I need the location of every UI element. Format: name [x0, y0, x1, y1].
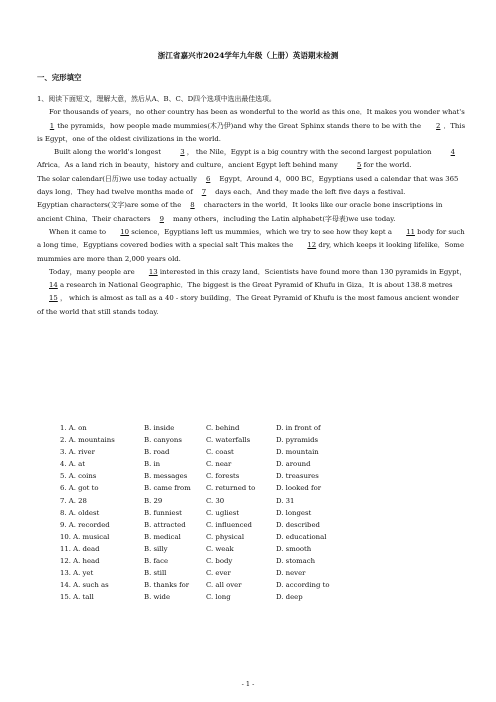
paragraph-3 [37, 173, 467, 200]
option-choice: 2. A. mountains [60, 436, 115, 445]
passage-text: interested in this crazy land．Scientists have found more than 130 pyramids in Egypt， [157, 267, 467, 276]
passage-text: When it came to [49, 227, 109, 236]
paragraph-6 [37, 266, 467, 319]
option-choice: D. 31 [276, 496, 295, 505]
passage-text: science，Egyptians left us mummies，which we try to see how they kept a [129, 227, 395, 236]
option-row [60, 567, 356, 579]
option-choice: C. long [206, 593, 231, 602]
option-choice: D. stomach [276, 557, 316, 566]
option-row [60, 579, 356, 591]
passage-text: The solar calendar(日历)we use today actually [37, 174, 200, 183]
option-choice: C. body [206, 557, 233, 566]
paragraph-2 [37, 146, 467, 173]
instruction: 1、阅读下面短文，理解大意，然后从A、B、C、D四个选项中选出最佳选项。 [37, 95, 276, 103]
passage-text: dry, which keeps it looking lifelike．Some mummies are more than 2,000 years old. [37, 241, 465, 263]
option-choice: B. medical [144, 532, 181, 541]
option-choice: B. inside [144, 424, 175, 432]
option-choice: B. thanks for [144, 581, 190, 590]
option-choice: D. around [276, 460, 311, 469]
option-choice: B. canyons [144, 436, 182, 445]
option-row [60, 555, 356, 567]
option-choice: C. all over [206, 581, 242, 590]
passage-text: characters in the world．It looks like our oracle bone inscriptions in ancient China．Their characters [37, 201, 443, 223]
option-choice: C. ever [206, 569, 231, 578]
blank-5: 5 [357, 161, 362, 170]
option-choice: B. road [144, 448, 170, 457]
blank-4: 4 [450, 148, 456, 157]
option-choice: D. smooth [276, 544, 312, 553]
passage-text: for the world. [361, 161, 412, 170]
blank-13: 13 [148, 267, 158, 276]
blank-15: 15 [49, 294, 58, 303]
passage-text: Africa．As a land rich in beauty，history and culture，ancient Egypt left behind many [37, 161, 341, 170]
passage-text: a research in National Geographic．The biggest is the Great Pyramid of Khufu in Giza．It is about 138.8 metres [57, 281, 453, 290]
option-choice: B. wide [144, 593, 171, 602]
passage [37, 93, 467, 319]
passage-text: ， the Nile，Egypt is a big country with the second largest population [184, 148, 434, 157]
option-choice: 1. A. on [60, 424, 87, 432]
section-heading: 一、完形填空 [37, 73, 82, 82]
blank-6: 6 [205, 174, 211, 183]
options-table [60, 422, 356, 603]
blank-11: 11 [406, 227, 415, 236]
option-choice: B. still [144, 569, 167, 578]
option-choice: 15. A. tall [60, 593, 94, 602]
option-row [60, 422, 356, 434]
option-choice: D. longest [276, 508, 312, 517]
blank-1: 1 [49, 121, 55, 130]
page-number: - 1 - [241, 680, 255, 688]
option-choice: 9. A. recorded [60, 520, 110, 529]
paragraph-1 [37, 106, 467, 146]
option-choice: C. waterfalls [206, 436, 251, 445]
option-choice: C. physical [206, 532, 245, 541]
blank-7: 7 [201, 188, 207, 197]
option-choice: 14. A. such as [60, 581, 109, 590]
option-choice: C. forests [206, 472, 240, 481]
option-row [60, 470, 356, 482]
option-choice: D. pyramids [276, 436, 319, 445]
blank-14: 14 [49, 281, 58, 290]
option-choice: B. came from [144, 484, 191, 493]
passage-text: Egypt．Around 4，000 BC，Egyptians used a calendar that was 365 days long．They had twelve months made of [37, 174, 459, 197]
option-choice: 3. A. river [60, 448, 95, 457]
blank-12: 12 [307, 241, 317, 250]
passage-text: ， which is almost as tall as a 40 - story building．The Great Pyramid of Khufu is the most famous ancient wonder of the world that still stands today. [37, 294, 459, 316]
option-row [60, 543, 356, 555]
blank-9: 9 [159, 214, 164, 223]
option-choice: 4. A. at [60, 460, 85, 469]
option-choice: C. behind [206, 424, 240, 432]
option-choice: D. according to [276, 581, 330, 590]
option-choice: D. never [276, 569, 306, 578]
option-row [60, 482, 356, 494]
option-choice: D. deep [276, 593, 303, 602]
option-choice: C. influenced [206, 520, 252, 529]
option-choice: B. in [144, 460, 161, 469]
option-choice: D. described [276, 520, 320, 529]
option-choice: C. ugliest [206, 508, 240, 517]
option-row [60, 591, 356, 603]
passage-text: Today，many people are [49, 267, 137, 276]
paragraph-5 [37, 226, 467, 266]
option-choice: C. 30 [206, 496, 225, 505]
option-choice: D. looked for [276, 484, 322, 493]
option-choice: 12. A. head [60, 557, 100, 566]
option-choice: D. treasures [276, 472, 319, 481]
blank-3: 3 [180, 148, 185, 157]
option-choice: B. attracted [144, 520, 186, 529]
option-choice: C. returned to [206, 484, 256, 493]
passage-text: Built along the world's longest [54, 148, 164, 157]
option-choice: 5. A. coins [60, 472, 97, 481]
option-row [60, 458, 356, 470]
option-choice: 8. A. oldest [60, 508, 100, 517]
passage-text: the pyramids，how people made mummies(木乃伊)and why the Great Sphinx stands there to be with the [55, 121, 424, 130]
paragraph-4 [37, 199, 467, 226]
blank-8: 8 [190, 201, 195, 210]
option-choice: D. in front of [276, 424, 321, 432]
option-choice: C. coast [206, 448, 234, 457]
option-row [60, 446, 356, 458]
option-choice: C. near [206, 460, 232, 469]
passage-text: days each．And they made the left five days a festival. [212, 188, 406, 197]
blank-2: 2 [436, 121, 441, 130]
passage-text: For thousands of years，no other country has been as wonderful to the world as this one．It makes you wonder what's [49, 108, 465, 117]
passage-text: Egyptian characters(文字)are some of the [37, 201, 184, 210]
option-choice: 10. A. musical [60, 532, 110, 541]
option-row [60, 434, 356, 446]
option-choice: 6. A. got to [60, 484, 99, 493]
blank-10: 10 [120, 227, 130, 236]
option-choice: B. messages [144, 472, 188, 481]
option-choice: D. educational [276, 532, 327, 541]
option-choice: B. funniest [144, 508, 182, 517]
option-row [60, 495, 356, 507]
option-choice: B. 29 [144, 496, 163, 505]
option-choice: 13. A. yet [60, 569, 94, 578]
option-row [60, 531, 356, 543]
option-row [60, 507, 356, 519]
option-choice: D. mountain [276, 448, 319, 457]
option-choice: 7. A. 28 [60, 496, 87, 505]
passage-text: many others，including the Latin alphabet(字母表)we use today. [170, 214, 396, 223]
option-choice: B. face [144, 557, 169, 566]
option-choice: 11. A. dead [60, 544, 100, 553]
passage-text: body for such a long time．Egyptians covered bodies with a special salt This makes the [37, 227, 465, 250]
option-choice: C. weak [206, 544, 234, 553]
option-choice: B. silly [144, 544, 168, 553]
passage-text: ．This is Egypt，one of the oldest civilizations in the world. [37, 121, 466, 143]
option-row [60, 519, 356, 531]
page-title: 浙江省嘉兴市2024学年九年级（上册）英语期末检测 [157, 51, 339, 60]
